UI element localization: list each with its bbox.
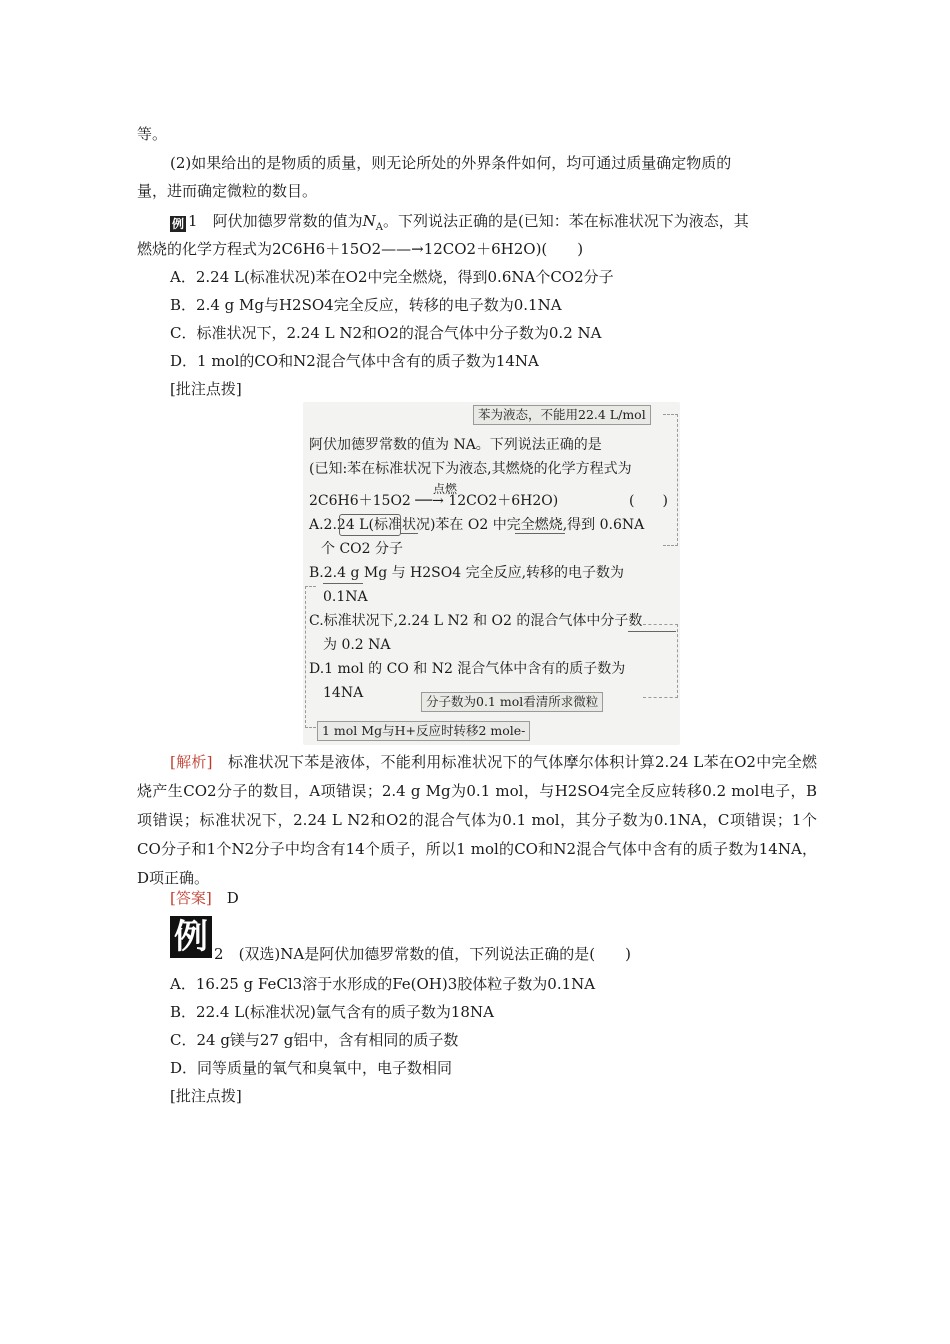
fig-eq-condition: 点燃 bbox=[433, 482, 458, 496]
answer-line bbox=[170, 888, 239, 908]
annotation-label: [批注点拨] bbox=[170, 380, 242, 398]
fig-option-c2: 为 0.2 NA bbox=[323, 637, 391, 653]
fig-option-a1: A.2.24 L(标准状况)苯在 O2 中完全燃烧,得到 0.6NA bbox=[309, 517, 645, 533]
example1-option-d: D．1 mol的CO和N2混合气体中含有的质子数为14NA bbox=[170, 352, 539, 370]
underline-combustion bbox=[515, 533, 565, 534]
example2-option-b: B．22.4 L(标准状况)氩气含有的质子数为18NA bbox=[170, 1003, 494, 1021]
note-molecule-count: 分子数为0.1 mol看清所求微粒 bbox=[421, 692, 603, 712]
example1-stem: 例 1 阿伏加德罗常数的值为$N_A$。下列说法正确的是(已知：苯在标准状况下为液态，其 bbox=[171, 212, 749, 233]
fig-line-3: 2C6H6＋15O2 ──→ 12CO2＋6H2O) bbox=[309, 493, 559, 509]
answer-label: [答案] bbox=[170, 889, 212, 907]
note-mg-electrons: 1 mol Mg与H+反应时转移2 mole- bbox=[317, 721, 530, 741]
mark-std-conditions bbox=[339, 514, 401, 536]
example1-equation: 燃烧的化学方程式为2C6H6＋15O2——→12CO2＋6H2O)( ) bbox=[137, 240, 584, 258]
fig-option-a2: 个 CO2 分子 bbox=[321, 541, 403, 557]
example2-option-d: D．同等质量的氧气和臭氧中，电子数相同 bbox=[170, 1059, 453, 1077]
connector-top bbox=[663, 414, 678, 546]
fig-line-1: 阿伏加德罗常数的值为 NA。下列说法正确的是 bbox=[309, 437, 602, 453]
text-line-1: 等。 bbox=[137, 125, 168, 143]
fig-option-d1: D.1 mol 的 CO 和 N2 混合气体中含有的质子数为 bbox=[309, 661, 626, 677]
annotation-label-2: [批注点拨] bbox=[170, 1087, 242, 1105]
connector-bottom bbox=[305, 586, 316, 728]
fig-option-d2: 14NA bbox=[323, 685, 364, 701]
example2-option-a: A．16.25 g FeCl3溶于水形成的Fe(OH)3胶体粒子数为0.1NA bbox=[170, 975, 596, 993]
example-badge: 例 bbox=[171, 217, 184, 231]
annotated-figure bbox=[303, 402, 680, 745]
example-number: 2 bbox=[214, 945, 224, 963]
example1-option-b: B．2.4 g Mg与H2SO4完全反应，转移的电子数为0.1NA bbox=[170, 296, 562, 314]
underline-mg bbox=[323, 583, 363, 584]
reaction-arrow: ──→ bbox=[410, 493, 449, 509]
analysis-paragraph: [解析] 标准状况下苯是液体，不能利用标准状况下的气体摩尔体积计算2.24 L苯在O2中完全燃烧产生CO2分子的数目，A项错误；2.4 g Mg为0.1 mol，与H2SO4完全反应转移0.2 mol电子，B项错误；标准状况下，2.24 L N2和O2的混合气体为0.1 mol，其分子数为0.1NA，C项错误；1个CO分子和1个N2分子中均含有14个质子，所以1 mol的CO和N2混合气体中含有的质子数为14NA，D项正确。 bbox=[137, 753, 817, 887]
fig-line-2: (已知:苯在标准状况下为液态,其燃烧的化学方程式为 bbox=[309, 461, 632, 477]
fig-option-b1: B.2.4 g Mg 与 H2SO4 完全反应,转移的电子数为 bbox=[309, 565, 625, 581]
fig-option-b2: 0.1NA bbox=[323, 589, 368, 605]
example1-option-a: A．2.24 L(标准状况)苯在O2中完全燃烧，得到0.6NA个CO2分子 bbox=[170, 268, 614, 286]
fig-blank: ( ) bbox=[629, 493, 668, 509]
example2-option-c: C．24 g镁与27 g铝中，含有相同的质子数 bbox=[170, 1031, 459, 1049]
analysis-label: [解析] bbox=[170, 753, 213, 771]
underline-benzene bbox=[400, 533, 418, 534]
example2-badge: 例 bbox=[170, 916, 212, 958]
fig-option-c1: C.标准状况下,2.24 L N2 和 O2 的混合气体中分子数 bbox=[309, 613, 643, 629]
answer-value: D bbox=[226, 889, 239, 907]
example1-option-c: C．标准状况下，2.24 L N2和O2的混合气体中分子数为0.2 NA bbox=[170, 324, 602, 342]
note-benzene-liquid: 苯为液态，不能用22.4 L/mol bbox=[473, 405, 651, 425]
example2-stem: 2 (双选)NA是阿伏加德罗常数的值，下列说法正确的是( ) bbox=[214, 945, 631, 963]
example-number: 1 bbox=[188, 212, 198, 230]
connector-mid bbox=[643, 624, 678, 698]
text-line-2: (2)如果给出的是物质的质量，则无论所处的外界条件如何，均可通过质量确定物质的 bbox=[170, 154, 732, 172]
text-line-3: 量，进而确定微粒的数目。 bbox=[137, 182, 318, 200]
